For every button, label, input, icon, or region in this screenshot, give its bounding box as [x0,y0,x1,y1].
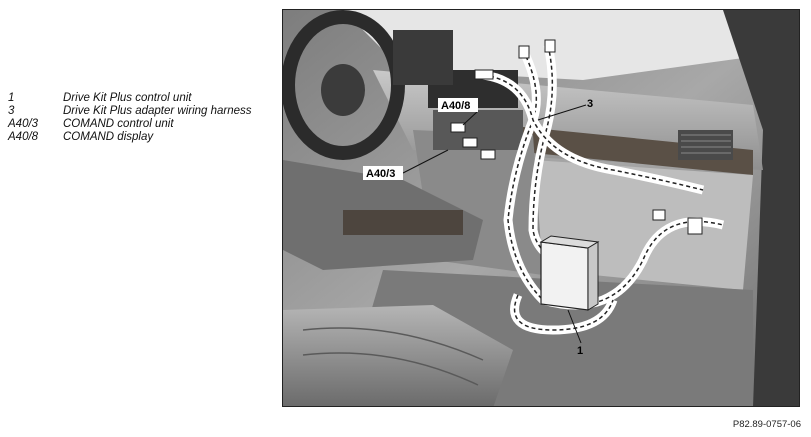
legend-item [8,118,268,131]
instrument-cluster [393,30,453,85]
legend-id: 3 [8,105,15,117]
legend-description: Drive Kit Plus adapter wiring harness [63,105,252,117]
legend-description: COMAND control unit [63,118,174,130]
console-wood [343,210,463,235]
legend-description: COMAND display [63,131,154,143]
interior-illustration [283,10,800,407]
legend-id: 1 [8,92,15,104]
legend-description: Drive Kit Plus control unit [63,92,192,104]
legend-item [8,105,268,118]
legend-id: A40/8 [8,131,39,143]
vehicle-interior-photo [282,9,800,407]
legend-id: A40/3 [8,118,39,130]
callout-a40-3-label: A40/3 [366,168,396,180]
comand-control-unit [433,110,523,150]
callout-1-label: 1 [577,345,584,357]
callout-a40-8 [438,98,478,112]
callout-3 [587,98,593,110]
callout-a40-3 [363,166,403,180]
callout-1 [577,345,583,357]
drive-kit-control-unit [541,236,598,310]
legend [8,92,268,144]
callout-3-label: 3 [587,98,594,110]
legend-item [8,131,268,144]
steering-hub [321,64,365,116]
figure-reference: P82.89-0757-06 [732,419,801,430]
legend-item [8,92,268,105]
callout-a40-8-label: A40/8 [441,100,471,112]
